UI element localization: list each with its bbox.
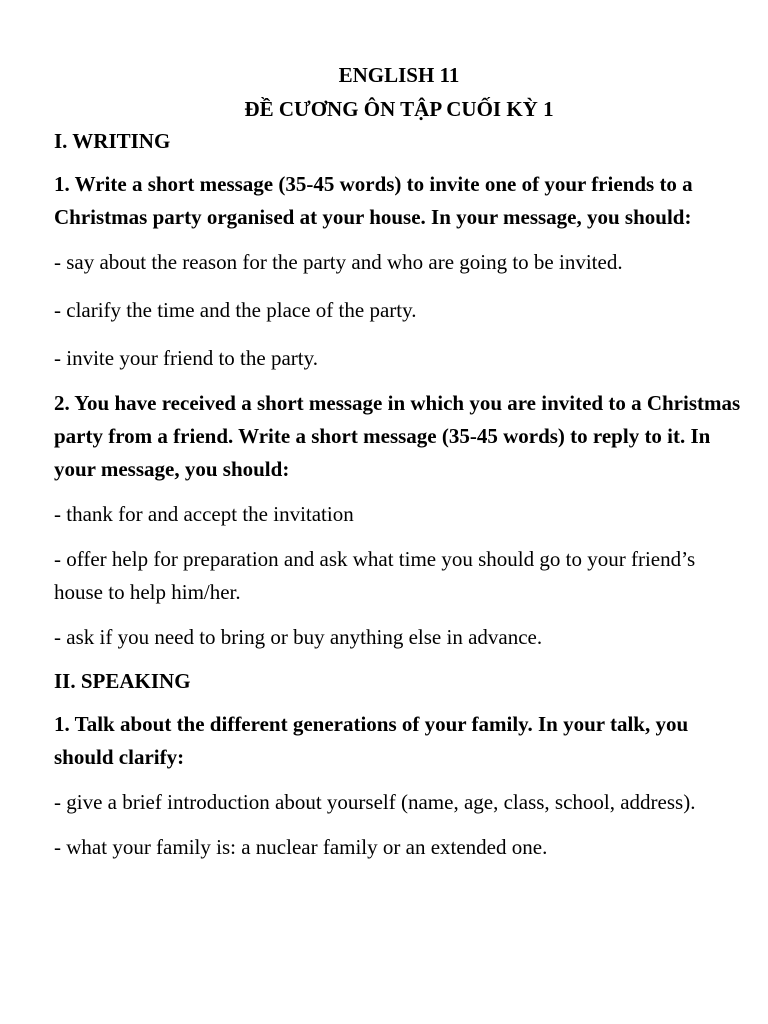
writing-task-1-bullet-3: - invite your friend to the party. [54, 346, 318, 370]
speaking-task-1-bullet-1: - give a brief introduction about yourself (name, age, class, school, address). [54, 790, 696, 814]
section-heading-writing: I. WRITING [54, 129, 171, 153]
document-title: ENGLISH 11 [338, 63, 460, 87]
document-page [54, 58, 744, 864]
speaking-task-1-bullet-2: - what your family is: a nuclear family or an extended one. [54, 835, 548, 859]
writing-task-1-prompt: 1. Write a short message (35-45 words) to invite one of your friends to a Christmas party organised at your house. In your message, you should: [54, 172, 693, 229]
speaking-task-1-prompt: 1. Talk about the different generations of your family. In your talk, you should clarify: [54, 712, 689, 769]
writing-task-2-bullet-3: - ask if you need to bring or buy anything else in advance. [54, 625, 543, 649]
writing-task-2-bullet-1: - thank for and accept the invitation [54, 502, 354, 526]
writing-task-2-bullet-2: - offer help for preparation and ask what time you should go to your friend’s house to help him/her. [54, 547, 696, 604]
writing-task-2-prompt: 2. You have received a short message in which you are invited to a Christmas party from a friend. Write a short message (35-45 words) to reply to it. In your message, you should: [54, 391, 741, 481]
section-heading-speaking: II. SPEAKING [54, 669, 191, 693]
writing-task-1-bullet-2: - clarify the time and the place of the party. [54, 298, 417, 322]
document-subtitle: ĐỀ CƯƠNG ÔN TẬP CUỐI KỲ 1 [244, 97, 554, 121]
writing-task-1-bullet-1: - say about the reason for the party and who are going to be invited. [54, 250, 623, 274]
